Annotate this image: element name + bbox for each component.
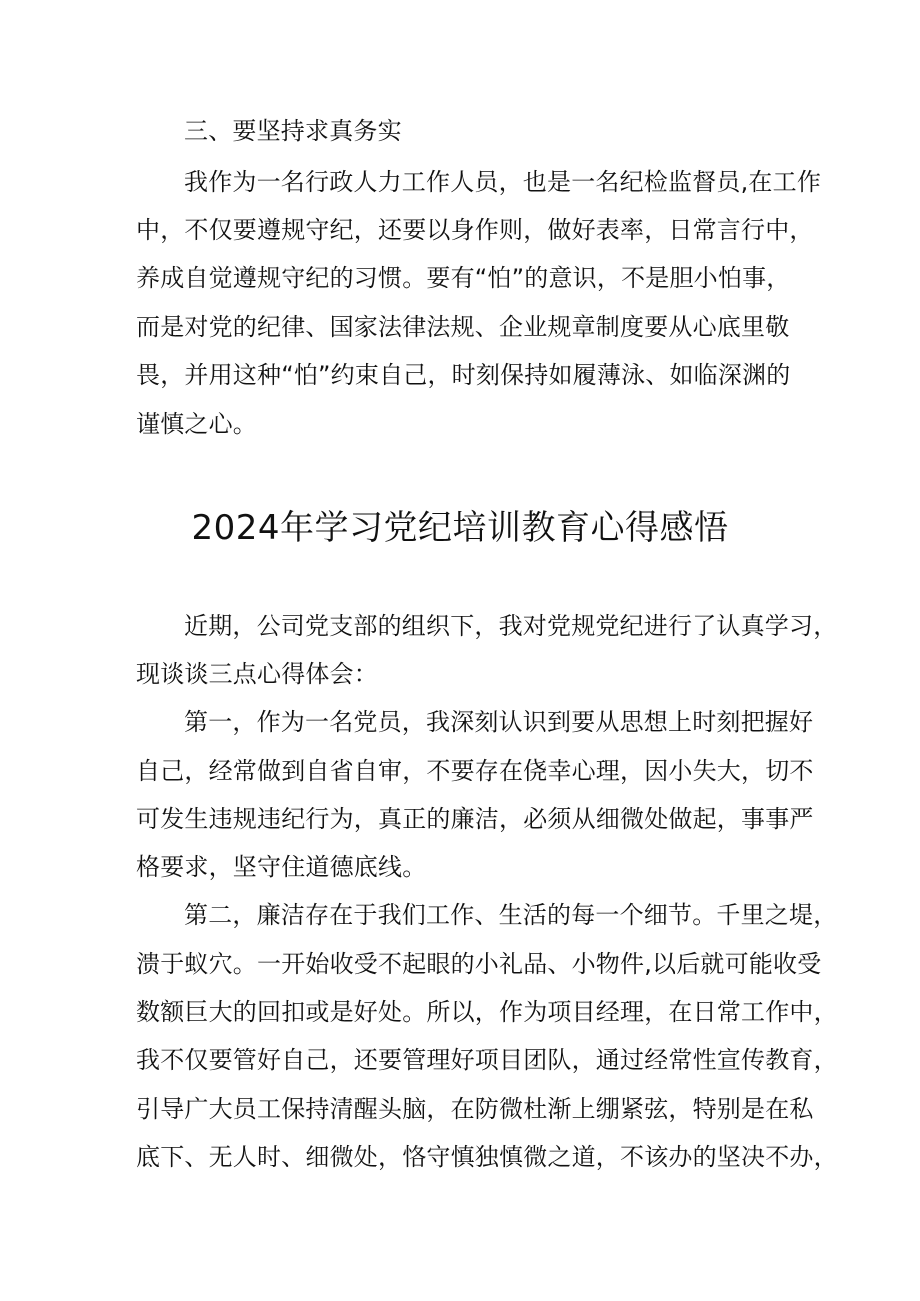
paragraph-line: 引导广大员工保持清醒头脑，在防微杜渐上绷紧弦，特别是在私 (136, 1095, 814, 1123)
paragraph-line: 可发生违规违纪行为，真正的廉洁，必须从细微处做起，事事严 (136, 805, 814, 833)
paragraph-line: 养成自觉遵规守纪的习惯。要有“怕”的意识，不是胆小怕事， (136, 264, 791, 292)
paragraph-line: 而是对党的纪律、国家法律法规、企业规章制度要从心底里敬 (136, 313, 790, 341)
document-title: 2024年学习党纪培训教育心得感悟 (191, 508, 729, 548)
paragraph-line: 第二，廉洁存在于我们工作、生活的每一个细节。千里之堤， (184, 901, 838, 929)
paragraph-line: 第一，作为一名党员，我深刻认识到要从思想上时刻把握好 (184, 708, 814, 736)
paragraph-line: 谨慎之心。 (136, 410, 257, 438)
paragraph-line: 我不仅要管好自己，还要管理好项目团队，通过经常性宣传教育， (136, 1046, 838, 1074)
paragraph-line: 我作为一名行政人力工作人员，也是一名纪检监督员,在工作 (184, 168, 822, 196)
paragraph-line: 溃于蚁穴。一开始收受不起眼的小礼品、小物件,以后就可能收受 (136, 950, 822, 978)
paragraph-line: 数额巨大的回扣或是好处。所以，作为项目经理，在日常工作中， (136, 998, 838, 1026)
paragraph-line: 现谈谈三点心得体会： (136, 660, 378, 688)
paragraph-line: 格要求，坚守住道德底线。 (136, 853, 427, 881)
paragraph-line: 中，不仅要遵规守纪，还要以身作则，做好表率，日常言行中， (136, 216, 814, 244)
paragraph-line: 底下、无人时、细微处，恪守慎独慎微之道，不该办的坚决不办， (136, 1143, 838, 1171)
paragraph-line: 近期，公司党支部的组织下，我对党规党纪进行了认真学习， (184, 612, 838, 640)
paragraph-line: 自己，经常做到自省自审，不要存在侥幸心理，因小失大，切不 (136, 757, 814, 785)
paragraph-line: 畏，并用这种“怕”约束自己，时刻保持如履薄泳、如临深渊的 (136, 361, 791, 389)
section-heading: 三、要坚持求真务实 (184, 117, 402, 145)
